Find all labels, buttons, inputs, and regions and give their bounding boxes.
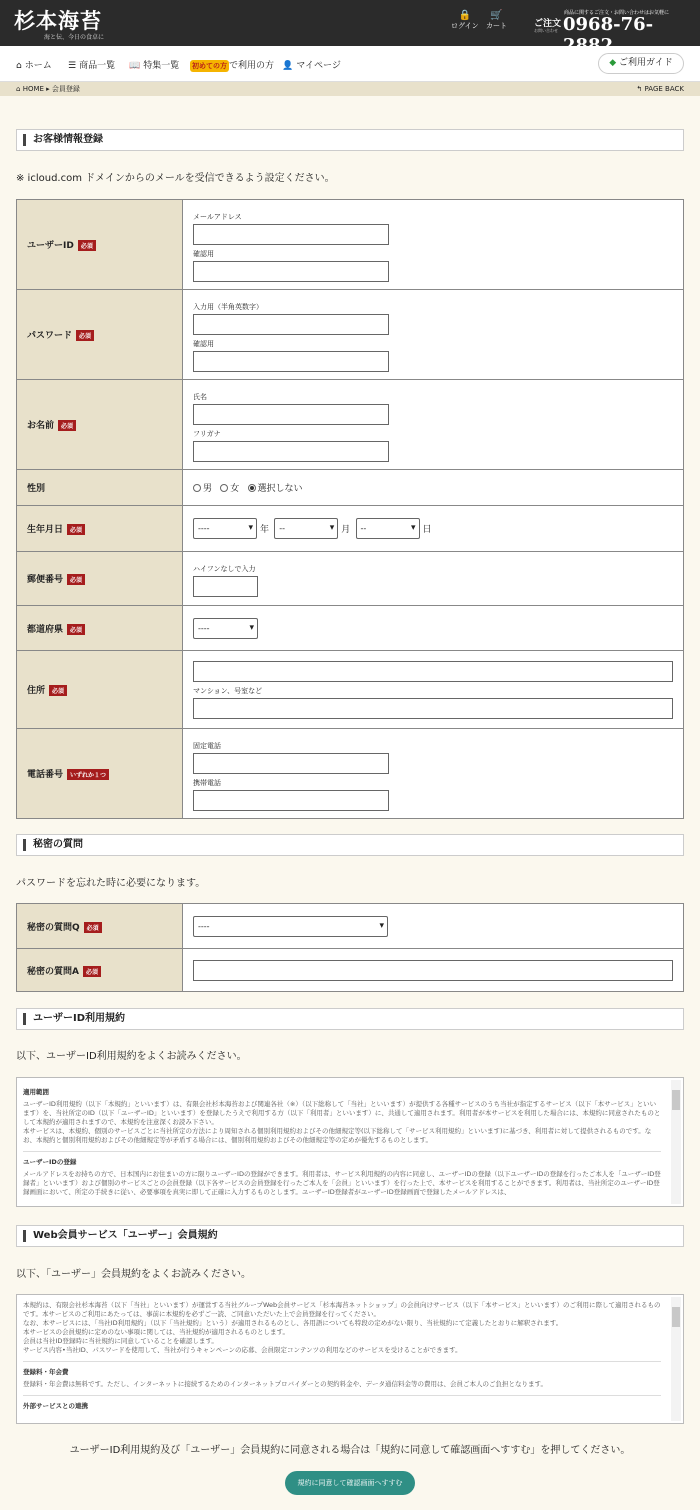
- gender-male-radio[interactable]: [193, 484, 201, 492]
- nav-home[interactable]: ⌂ ホーム: [16, 61, 52, 71]
- agree-submit-button[interactable]: 規約に同意して確認画面へすすむ: [285, 1471, 415, 1495]
- page-back-link[interactable]: ↰ PAGE BACK: [636, 85, 684, 93]
- terms1-scrollbar[interactable]: [671, 1080, 681, 1204]
- secret-form: [16, 903, 684, 992]
- row-secret-q: 秘密の質問Q 必須 ---- ▾: [17, 904, 684, 949]
- terms2-note: 以下、「ユーザー」会員規約をよくお読みください。: [16, 1269, 251, 1280]
- row-birth: 生年月日 必須 ---- ▾ 年 -- ▾ 月 -- ▾ 日: [17, 506, 684, 552]
- password-confirm-input[interactable]: [193, 351, 389, 372]
- row-password: パスワード 必須 入力用（半角英数字） 確認用: [17, 290, 684, 380]
- name-input[interactable]: [193, 404, 389, 425]
- beginner-icon: ◆: [609, 58, 617, 68]
- birth-month-select[interactable]: -- ▾: [274, 518, 338, 539]
- section-secret-title: 秘密の質問: [16, 834, 684, 856]
- required-badge: 必須: [76, 330, 94, 341]
- required-badge: 必須: [58, 420, 76, 431]
- breadcrumb: ⌂ HOME ▸ 会員登録 ↰ PAGE BACK: [0, 82, 700, 96]
- required-badge: 必須: [84, 922, 102, 933]
- section-terms2-title: Web会員サービス「ユーザー」会員規約: [16, 1225, 684, 1247]
- email-confirm-input[interactable]: [193, 261, 389, 282]
- required-badge: 必須: [49, 685, 67, 696]
- lock-icon: 🔒: [458, 10, 472, 21]
- global-nav: [0, 46, 700, 82]
- section-customer-title: お客様情報登録: [16, 129, 684, 151]
- either-badge: いずれか１つ: [67, 769, 109, 780]
- nav-mypage[interactable]: 👤 マイページ: [282, 61, 341, 71]
- address-input[interactable]: [193, 661, 673, 682]
- row-userid: ユーザーID 必須 メールアドレス 確認用: [17, 200, 684, 290]
- password-input[interactable]: [193, 314, 389, 335]
- book-icon: 📖: [129, 61, 141, 71]
- back-arrow-icon: ↰: [636, 85, 643, 93]
- required-badge: 必須: [83, 966, 101, 977]
- terms2-scrollbar[interactable]: [671, 1297, 681, 1421]
- required-badge: 必須: [67, 624, 85, 635]
- breadcrumb-current: 会員登録: [51, 85, 80, 93]
- terms1-note: 以下、ユーザーID利用規約をよくお読みください。: [16, 1051, 247, 1062]
- order-sub: お問い合わせ: [534, 28, 558, 33]
- required-badge: 必須: [78, 240, 96, 251]
- birth-day-select[interactable]: -- ▾: [356, 518, 420, 539]
- row-pref: 都道府県 必須 ---- ▾: [17, 606, 684, 651]
- required-badge: 必須: [67, 524, 85, 535]
- prefecture-select[interactable]: ---- ▾: [193, 618, 258, 639]
- row-address: 住所 必須 マンション、号室など: [17, 651, 684, 729]
- secret-answer-input[interactable]: [193, 960, 673, 981]
- birth-year-select[interactable]: ---- ▾: [193, 518, 257, 539]
- site-header: [0, 0, 700, 46]
- address-building-input[interactable]: [193, 698, 673, 719]
- first-time-badge: 初めての方: [192, 62, 227, 70]
- logo-tagline: 海と伝、今日の食卓に: [44, 34, 105, 41]
- secret-question-select[interactable]: ---- ▾: [193, 916, 388, 937]
- breadcrumb-home[interactable]: HOME: [22, 85, 44, 93]
- site-logo[interactable]: 杉本海苔: [14, 8, 102, 33]
- mobile-phone-input[interactable]: [193, 790, 389, 811]
- gender-female-radio[interactable]: [220, 484, 228, 492]
- list-icon: ☰: [68, 61, 77, 71]
- user-icon: 👤: [282, 61, 294, 71]
- email-input[interactable]: [193, 224, 389, 245]
- zip-input[interactable]: [193, 576, 258, 597]
- row-gender: 性別 男 女 選択しない: [17, 470, 684, 506]
- terms2-box[interactable]: 本規約は、有限会社杉本海苔（以下「当社」といいます）が運営する当社グループWeb会員サービス「杉本海苔ネットショップ」の会員向けサービス（以下「本サービス」といいます）のご利用に際して適用されるものです。本サービスのご利用にあたっては、事前に本規約を必ずご一読、ご同意いただいた上で会員登録を行ってください。 なお、本サービスには、「当社ID利用規約」（以下「当社規約」という）が適用されるものとし、各用語についても特段の定めがない限り、当社規約にて定義したとおりに解釈されます。 本サービスの会員規約に定めのない事項に関しては、当社規約が適用されるものとします。 会員は当社ID登録時に当社規約に同意していることを確認します。 サービス内容•当社ID、パスワードを使用して、当社が行うキャンペーンの応募、会員限定コンテンツの利用などのサービスを受けることができます。 登録料・年会費 登録料・年会費は無料です。ただし、インターネットに接続するためのインターネットプロバイダーとの契約料金や、データ通信料金等の費用は、会員ご本人のご負担となります。 外部サービスとの連携: [16, 1294, 684, 1424]
- fixed-phone-input[interactable]: [193, 753, 389, 774]
- order-label: ご注文: [534, 19, 562, 29]
- icloud-note: ※ icloud.com ドメインからのメールを受信できるよう設定ください。: [16, 173, 335, 184]
- agree-note: ユーザーID利用規約及び「ユーザー」会員規約に同意される場合は「規約に同意して確認画面へすすむ」を押してください。: [69, 1445, 631, 1456]
- secret-note: パスワードを忘れた時に必要になります。: [16, 878, 206, 889]
- terms1-box[interactable]: 適用範囲 ユーザーID利用規約（以下「本規約」といいます）は、有限会社杉本海苔および関連各社（※）（以下総称して「当社」といいます）が提供する各種サービスのうち当社が指定するサービス（以下「本サービス」といいます）を、当社所定のID（以下「ユーザーID」といいます）を登録したうえで利用する方（以下「利用者」といいます）に、共通して適用されます。利用者が本サービスを利用した場合には、本規約に同意されたものとして本規約が適用されますので、本規約を注意深くお読み下さい。 本サービスは、本規約、個別のサービスごとに当社所定の方法により周知される個別利用規約およびその他細規定等(以下総称して「サービス利用規約」といいます)に基づき、利用者に対して提供されるものです。なお、本規約と個別利用規約およびその他細規定等が矛盾する場合には、個別利用規約およびその他細規定等の定めが優先するものとします。 ユーザーIDの登録 メールアドレスをお持ちの方で、日本国内にお住まいの方に限りユーザーIDの登録ができます。利用者は、サービス利用規約の内容に同意し、ユーザーIDの登録（以下ユーザーIDの登録を行ったご本人を「ユーザーID登録者」といいます）および個別のサービスごとの会員登録（以下各サービスの会員登録を行ったご本人を「会員」といいます）を行った上で、本サービスを利用することができます。利用者は、当社所定のユーザーID登録画面において、所定の手続きに従い、必要事項を真実に即して正確に入力するものとします。ユーザーID登録者がユーザーID登録画面で登録したメールアドレスは、: [16, 1077, 684, 1207]
- kana-input[interactable]: [193, 441, 389, 462]
- row-name: お名前 必須 氏名 フリガナ: [17, 380, 684, 470]
- customer-form: [16, 199, 684, 819]
- cart-icon: 🛒: [490, 10, 503, 21]
- phone-number[interactable]: 0968-76-: [563, 14, 654, 35]
- cart-button[interactable]: 🛒 カート: [486, 10, 507, 30]
- row-secret-a: 秘密の質問A 必須: [17, 949, 684, 992]
- row-phone: 電話番号 いずれか１つ 固定電話 携帯電話: [17, 729, 684, 819]
- required-badge: 必須: [67, 574, 85, 585]
- gender-none-radio[interactable]: [248, 484, 256, 492]
- nav-products[interactable]: ☰ 商品一覧: [68, 61, 116, 71]
- phone-note: 商品に関するご注文・お問い合わせはお気軽に: [564, 10, 670, 16]
- login-button[interactable]: 🔒 ログイン: [451, 10, 479, 30]
- nav-first-time[interactable]: 初めての方 で利用の方: [192, 61, 275, 71]
- home-icon: ⌂: [16, 85, 21, 93]
- row-zip: 郵便番号 必須 ハイフンなしで入力: [17, 552, 684, 606]
- guide-button[interactable]: ◆ ご利用ガイド: [598, 53, 684, 74]
- section-terms1-title: ユーザーID利用規約: [16, 1008, 684, 1030]
- nav-features[interactable]: 📖 特集一覧: [129, 61, 180, 71]
- home-icon: ⌂: [16, 61, 22, 71]
